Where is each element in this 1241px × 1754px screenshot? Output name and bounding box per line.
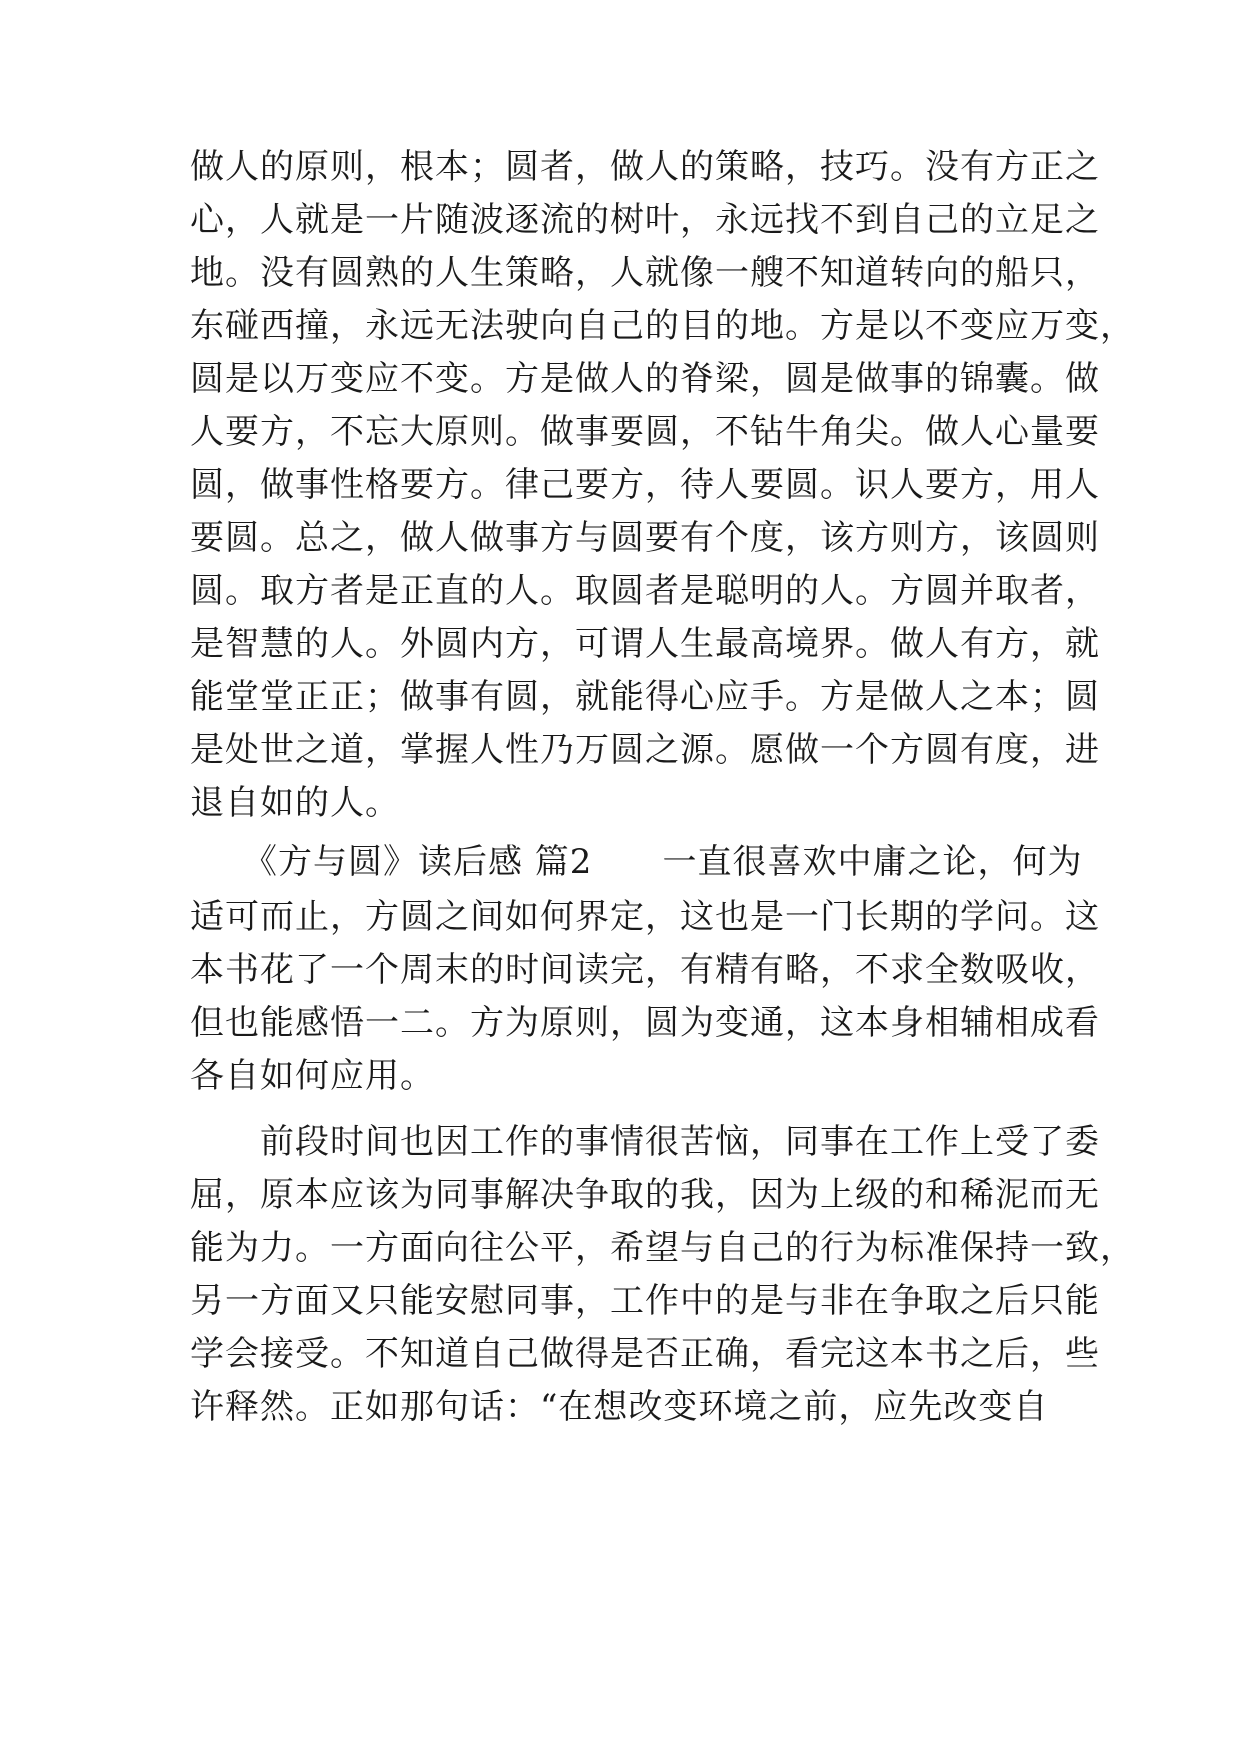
text-line: 但也能感悟一二。方为原则，圆为变通，这本身相辅相成看 bbox=[190, 1003, 1100, 1043]
text-line: 能为力。一方面向往公平，希望与自己的行为标准保持一致， bbox=[190, 1228, 1135, 1268]
text-line: 各自如何应用。 bbox=[190, 1056, 435, 1096]
text-line: 圆，做事性格要方。律己要方，待人要圆。识人要方，用人 bbox=[190, 465, 1100, 505]
text-line: 本书花了一个周末的时间读完，有精有略，不求全数吸收， bbox=[190, 950, 1100, 990]
text-line: 人要方，不忘大原则。做事要圆，不钻牛角尖。做人心量要 bbox=[190, 412, 1100, 452]
text-line: 地。没有圆熟的人生策略，人就像一艘不知道转向的船只， bbox=[190, 253, 1100, 293]
text-line: 退自如的人。 bbox=[190, 783, 400, 823]
text-line: 是智慧的人。外圆内方，可谓人生最高境界。做人有方，就 bbox=[190, 624, 1100, 664]
text-line: 前段时间也因工作的事情很苦恼，同事在工作上受了委 bbox=[190, 1122, 1100, 1162]
text-line: 东碰西撞，永远无法驶向自己的目的地。方是以不变应万变， bbox=[190, 306, 1135, 346]
text-line: 要圆。总之，做人做事方与圆要有个度，该方则方，该圆则 bbox=[190, 518, 1100, 558]
text-line: 适可而止，方圆之间如何界定，这也是一门长期的学问。这 bbox=[190, 897, 1100, 937]
text-line: 心，人就是一片随波逐流的树叶，永远找不到自己的立足之 bbox=[190, 200, 1100, 240]
text-line: 另一方面又只能安慰同事，工作中的是与非在争取之后只能 bbox=[190, 1281, 1100, 1321]
text-line: 做人的原则，根本；圆者，做人的策略，技巧。没有方正之 bbox=[190, 147, 1100, 187]
section-heading-line: 《方与圆》读后感 篇2 一直很喜欢中庸之论，何为 bbox=[190, 842, 1083, 882]
text-line: 能堂堂正正；做事有圆，就能得心应手。方是做人之本；圆 bbox=[190, 677, 1100, 717]
text-line: 学会接受。不知道自己做得是否正确，看完这本书之后，些 bbox=[190, 1334, 1100, 1374]
text-line: 圆。取方者是正直的人。取圆者是聪明的人。方圆并取者， bbox=[190, 571, 1100, 611]
text-line: 圆是以万变应不变。方是做人的脊梁，圆是做事的锦囊。做 bbox=[190, 359, 1100, 399]
text-line: 是处世之道，掌握人性乃万圆之源。愿做一个方圆有度，进 bbox=[190, 730, 1100, 770]
text-line: 许释然。正如那句话：“在想改变环境之前，应先改变自 bbox=[190, 1387, 1049, 1427]
text-line: 屈，原本应该为同事解决争取的我，因为上级的和稀泥而无 bbox=[190, 1175, 1100, 1215]
